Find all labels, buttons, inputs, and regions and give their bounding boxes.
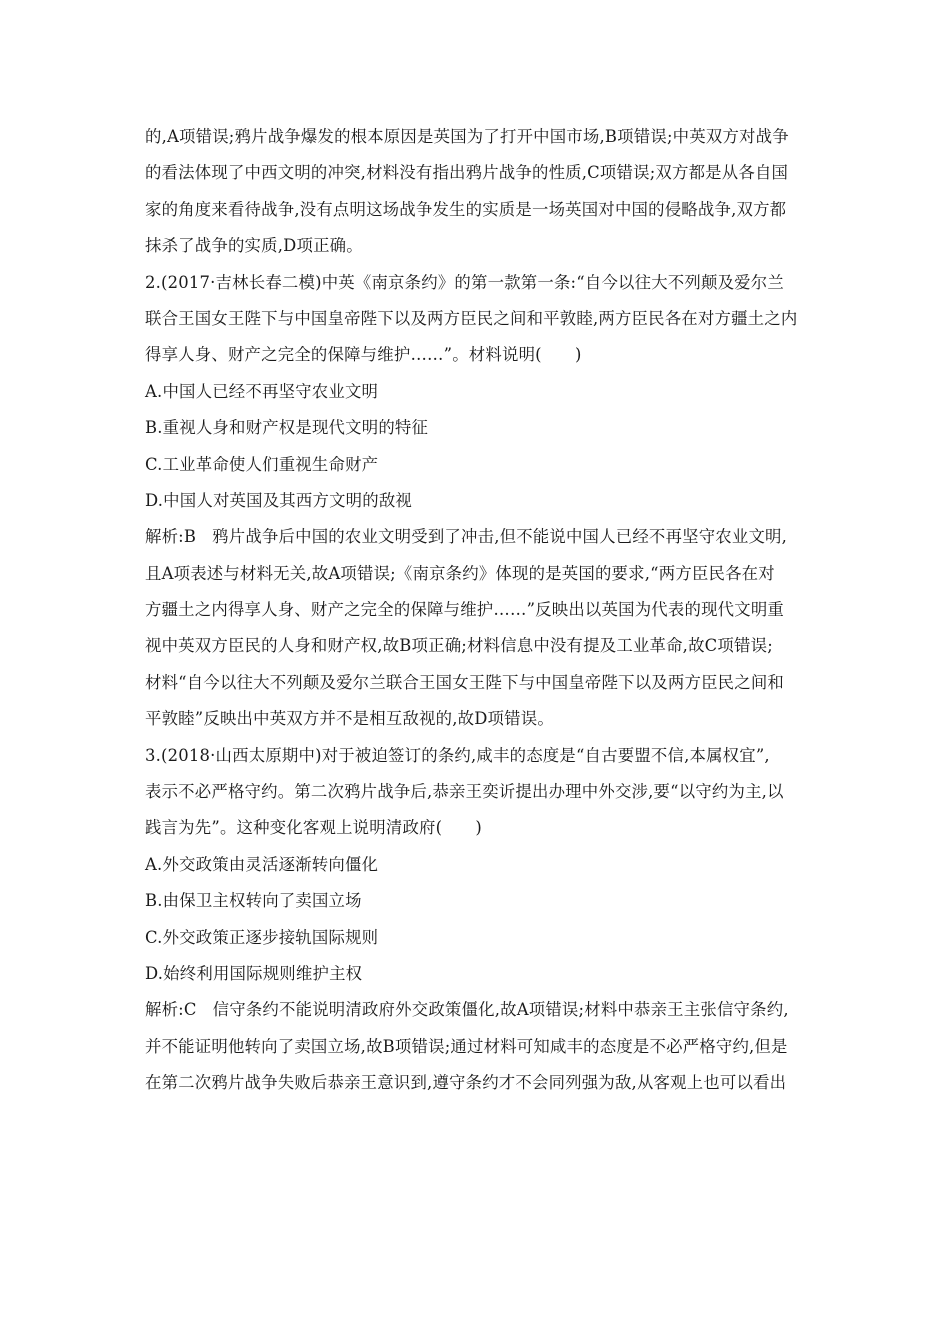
question-2-option-b: B.重视人身和财产权是现代文明的特征 <box>145 418 429 438</box>
analysis-label: 解析:B <box>145 527 197 547</box>
document-body <box>145 119 810 1102</box>
text-line: 的,A项错误;鸦片战争爆发的根本原因是英国为了打开中国市场,B项错误;中英双方对战争 <box>145 127 789 146</box>
text-line: 家的角度来看待战争,没有点明这场战争发生的实质是一场英国对中国的侵略战争,双方都 <box>145 199 787 219</box>
question-2-stem: 2.(2017·吉林长春二模)中英《南京条约》的第一款第一条:“自今以往大不列颠及爱尔兰 <box>145 272 784 292</box>
question-3-option-b: B.由保卫主权转向了卖国立场 <box>145 891 362 911</box>
question-3-analysis <box>145 992 810 1028</box>
question-2-analysis <box>145 519 810 555</box>
text-line: 视中英双方臣民的人身和财产权,故B项正确;材料信息中没有提及工业革命,故C项错误; <box>145 636 773 656</box>
question-2-stem: 联合王国女王陛下与中国皇帝陛下以及两方臣民之间和平敦睦,两方臣民各在对方疆土之内 <box>145 308 798 328</box>
text-line: 平敦睦”反映出中英双方并不是相互敌视的,故D项错误。 <box>145 709 554 729</box>
question-3-option-c: C.外交政策正逐步接轨国际规则 <box>145 927 379 947</box>
text-line: 的看法体现了中西文明的冲突,材料没有指出鸦片战争的性质,C项错误;双方都是从各自国 <box>145 163 789 183</box>
question-2-option-c: C.工业革命使人们重视生命财产 <box>145 454 379 474</box>
text-line: 且A项表述与材料无关,故A项错误;《南京条约》体现的是英国的要求,“两方臣民各在对 <box>145 563 775 583</box>
question-3-option-a: A.外交政策由灵活逐渐转向僵化 <box>145 854 379 874</box>
question-3-stem: 表示不必严格守约。第二次鸦片战争后,恭亲王奕䜣提出办理中外交涉,要“以守约为主,以 <box>145 782 784 802</box>
analysis-text: 鸦片战争后中国的农业文明受到了冲击,但不能说中国人已经不再坚守农业文明, <box>212 527 788 547</box>
text-line: 方疆土之内得享人身、财产之完全的保障与维护……”反映出以英国为代表的现代文明重 <box>145 600 785 620</box>
question-3-stem: 3.(2018·山西太原期中)对于被迫签订的条约,咸丰的态度是“自古要盟不信,本属权宜”, <box>145 745 770 765</box>
question-2-option-a: A.中国人已经不再坚守农业文明 <box>145 381 379 401</box>
question-2-stem: 得享人身、财产之完全的保障与维护……”。材料说明( ) <box>145 345 582 365</box>
analysis-label: 解析:C <box>145 1000 197 1020</box>
question-2-option-d: D.中国人对英国及其西方文明的敌视 <box>145 490 413 510</box>
text-line: 抹杀了战争的实质,D项正确。 <box>145 236 363 256</box>
question-3-stem: 践言为先”。这种变化客观上说明清政府( ) <box>145 818 482 838</box>
question-3-option-d: D.始终利用国际规则维护主权 <box>145 963 363 983</box>
text-line: 并不能证明他转向了卖国立场,故B项错误;通过材料可知咸丰的态度是不必严格守约,但是 <box>145 1036 788 1056</box>
text-line: 材料“自今以往大不列颠及爱尔兰联合王国女王陛下与中国皇帝陛下以及两方臣民之间和 <box>145 672 785 692</box>
text-line: 在第二次鸦片战争失败后恭亲王意识到,遵守条约才不会同列强为敌,从客观上也可以看出 <box>145 1073 787 1093</box>
analysis-text: 信守条约不能说明清政府外交政策僵化,故A项错误;材料中恭亲王主张信守条约, <box>212 1000 789 1020</box>
